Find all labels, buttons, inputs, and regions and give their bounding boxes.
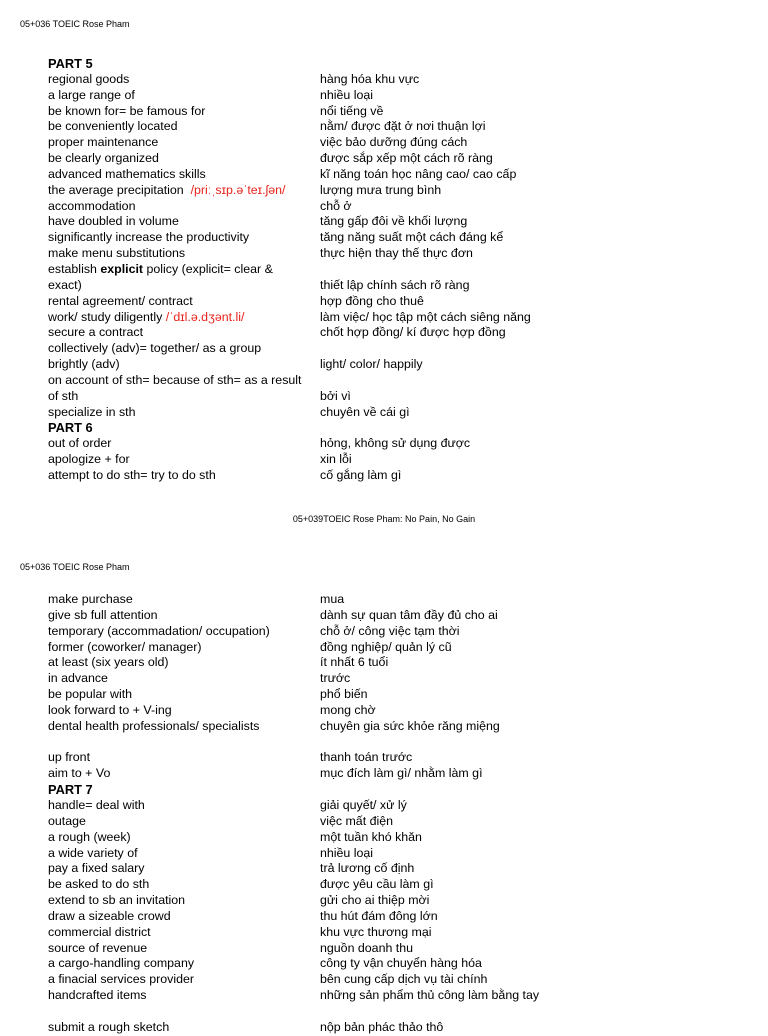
meaning: chỗ ở [320, 198, 352, 213]
section-heading-part6: PART 6 [48, 420, 93, 436]
term: commercial district [48, 924, 151, 939]
vocab-row [48, 151, 748, 167]
term: a large range of [48, 87, 135, 102]
term: outage [48, 813, 86, 828]
vocab-row [48, 608, 748, 624]
vocab-row [48, 405, 748, 421]
meaning: việc mất điện [320, 813, 394, 828]
vocab-row [48, 436, 748, 452]
meaning: thu hút đám đông lớn [320, 908, 438, 923]
vocab-row [48, 135, 748, 151]
meaning: nổi tiếng về [320, 103, 384, 118]
term-text: establish [48, 261, 101, 276]
vocab-row [48, 988, 748, 1004]
term: make menu substitutions [48, 246, 186, 261]
vocab-row [48, 199, 748, 215]
section-heading-part7: PART 7 [48, 782, 93, 798]
term: handcrafted items [48, 988, 147, 1003]
meaning: khu vực thương mại [320, 924, 432, 939]
term: be conveniently located [48, 119, 178, 134]
term: give sb full attention [48, 607, 158, 622]
term-text: policy (explicit= clear & exact) [48, 261, 273, 292]
meaning: công ty vận chuyển hàng hóa [320, 956, 482, 971]
meaning: ít nhất 6 tuổi [320, 655, 389, 670]
vocab-row [48, 861, 748, 877]
vocab-row [48, 167, 748, 183]
meaning: đồng nghiệp/ quản lý cũ [320, 639, 452, 654]
term: be popular with [48, 687, 133, 702]
vocab-row [48, 798, 748, 814]
meaning: nộp bản phác thảo thô [320, 1019, 444, 1034]
meaning: light/ color/ happily [320, 357, 423, 372]
term: regional goods [48, 71, 130, 86]
meaning: những sản phẩm thủ công làm bằng tay [320, 988, 540, 1003]
meaning: thanh toán trước [320, 750, 413, 765]
vocab-row [48, 72, 748, 88]
vocab-row [48, 814, 748, 830]
vocab-row [48, 88, 748, 104]
vocab-row [48, 214, 748, 230]
meaning: mua [320, 592, 345, 606]
term: be clearly organized [48, 151, 159, 166]
vocab-row [48, 956, 748, 972]
meaning: trước [320, 671, 351, 686]
meaning: tăng năng suất một cách đáng kể [320, 230, 504, 245]
meaning: nhiều loại [320, 845, 374, 860]
term: pay a fixed salary [48, 861, 145, 876]
meaning: thiết lập chính sách rõ ràng [320, 277, 470, 292]
term: secure a contract [48, 325, 144, 340]
term [48, 262, 310, 294]
term: advanced mathematics skills [48, 166, 206, 181]
term: a wide variety of [48, 845, 138, 860]
meaning: cố gắng làm gì [320, 467, 402, 482]
term-text: the average precipitation [48, 182, 184, 197]
meaning: lượng mưa trung bình [320, 182, 442, 197]
term: apologize + for [48, 452, 130, 467]
vocab-row [48, 341, 748, 357]
vocab-row [48, 719, 748, 735]
term: a cargo-handling company [48, 956, 195, 971]
ipa-pronunciation: /priːˌsɪp.əˈteɪ.ʃən/ [190, 182, 286, 197]
vocab-row [48, 893, 748, 909]
vocab-row [48, 325, 748, 341]
meaning: mong chờ [320, 702, 376, 717]
meaning: hàng hóa khu vực [320, 71, 420, 86]
page-footer: 05+039TOEIC Rose Pham: No Pain, No Gain [292, 514, 476, 524]
vocab-row [48, 468, 748, 484]
meaning: chỗ ở/ công việc tạm thời [320, 623, 460, 638]
term-keyword: explicit [100, 261, 144, 276]
vocab-list-page1 [48, 56, 748, 484]
meaning: kĩ năng toán học nâng cao/ cao cấp [320, 166, 517, 181]
term: former (coworker/ manager) [48, 639, 202, 654]
vocab-row [48, 703, 748, 719]
term: brightly (adv) [48, 357, 120, 372]
term: rental agreement/ contract [48, 293, 193, 308]
meaning: được sắp xếp một cách rõ ràng [320, 151, 493, 166]
term: significantly increase the productivity [48, 230, 250, 245]
meaning: tăng gấp đôi về khối lượng [320, 214, 468, 229]
meaning: xin lỗi [320, 452, 352, 467]
meaning: phổ biến [320, 687, 368, 702]
meaning: được yêu cầu làm gì [320, 877, 434, 892]
vocab-row [48, 909, 748, 925]
term: collectively (adv)= together/ as a group [48, 341, 262, 356]
vocab-row [48, 357, 748, 373]
vocab-row [48, 925, 748, 941]
meaning: làm việc/ học tập một cách siêng năng [320, 309, 531, 324]
meaning: chốt hợp đồng/ kí được hợp đồng [320, 325, 506, 340]
meaning: gửi cho ai thiệp mời [320, 893, 430, 908]
vocab-row [48, 310, 748, 326]
vocab-row [48, 846, 748, 862]
vocab-row [48, 230, 748, 246]
vocab-row [48, 104, 748, 120]
vocab-row [48, 941, 748, 957]
term [48, 310, 310, 326]
term: extend to sb an invitation [48, 893, 186, 908]
meaning: một tuần khó khăn [320, 829, 422, 844]
meaning: việc bảo dưỡng đúng cách [320, 135, 468, 150]
term: in advance [48, 671, 108, 686]
meaning: trả lương cố định [320, 861, 415, 876]
vocab-row [48, 373, 748, 405]
term: a rough (week) [48, 829, 131, 844]
vocab-row [48, 119, 748, 135]
vocab-row [48, 750, 748, 766]
term: draw a sizeable crowd [48, 908, 171, 923]
term: specialize in sth [48, 404, 136, 419]
meaning: dành sự quan tâm đầy đủ cho ai [320, 607, 498, 622]
vocab-row [48, 655, 748, 671]
term: at least (six years old) [48, 655, 169, 670]
vocab-row [48, 877, 748, 893]
meaning: giải quyết/ xử lý [320, 797, 407, 812]
meaning: chuyên về cái gì [320, 404, 410, 419]
meaning: bên cung cấp dịch vụ tài chính [320, 972, 488, 987]
term: look forward to + V-ing [48, 702, 172, 717]
term: submit a rough sketch [48, 1019, 170, 1034]
term: proper maintenance [48, 135, 159, 150]
vocab-row [48, 1020, 748, 1036]
vocab-row [48, 671, 748, 687]
term: have doubled in volume [48, 214, 179, 229]
meaning: hỏng, không sử dụng được [320, 436, 471, 451]
meaning: hợp đồng cho thuê [320, 293, 424, 308]
meaning: thực hiện thay thế thực đơn [320, 246, 473, 261]
meaning: chuyên gia sức khỏe răng miệng [320, 718, 500, 733]
term: be asked to do sth [48, 877, 150, 892]
vocab-list-page2 [48, 592, 748, 1036]
vocab-row [48, 452, 748, 468]
term: a finacial services provider [48, 972, 194, 987]
meaning: nằm/ được đặt ở nơi thuận lợi [320, 119, 486, 134]
vocab-row [48, 183, 748, 199]
vocab-row [48, 766, 748, 782]
term: dental health professionals/ specialists [48, 718, 260, 733]
section-heading-part5: PART 5 [48, 56, 93, 71]
term: accommodation [48, 198, 136, 213]
vocab-row [48, 972, 748, 988]
term: out of order [48, 436, 112, 451]
vocab-row [48, 830, 748, 846]
vocab-row [48, 294, 748, 310]
page-header: 05+036 TOEIC Rose Pham [20, 19, 130, 29]
page-header: 05+036 TOEIC Rose Pham [20, 562, 130, 572]
ipa-pronunciation: /ˈdɪl.ə.dʒənt.li/ [165, 309, 245, 324]
vocab-row [48, 687, 748, 703]
vocab-row [48, 262, 748, 294]
term-text: work/ study diligently [48, 309, 163, 324]
meaning: nguồn doanh thu [320, 940, 414, 955]
term: temporary (accommadation/ occupation) [48, 623, 270, 638]
vocab-row [48, 640, 748, 656]
term: source of revenue [48, 940, 148, 955]
meaning: bởi vì [320, 388, 351, 403]
term: on account of sth= because of sth= as a result of sth [48, 372, 302, 403]
vocab-row [48, 592, 748, 608]
term [48, 183, 310, 199]
term: attempt to do sth= try to do sth [48, 467, 216, 482]
meaning: mục đích làm gì/ nhằm làm gì [320, 766, 483, 781]
meaning: nhiều loại [320, 87, 374, 102]
term: handle= deal with [48, 797, 145, 812]
term: up front [48, 750, 91, 765]
term: aim to + Vo [48, 766, 111, 781]
vocab-row [48, 624, 748, 640]
term: be known for= be famous for [48, 103, 206, 118]
vocab-row [48, 246, 748, 262]
term: make purchase [48, 592, 133, 606]
